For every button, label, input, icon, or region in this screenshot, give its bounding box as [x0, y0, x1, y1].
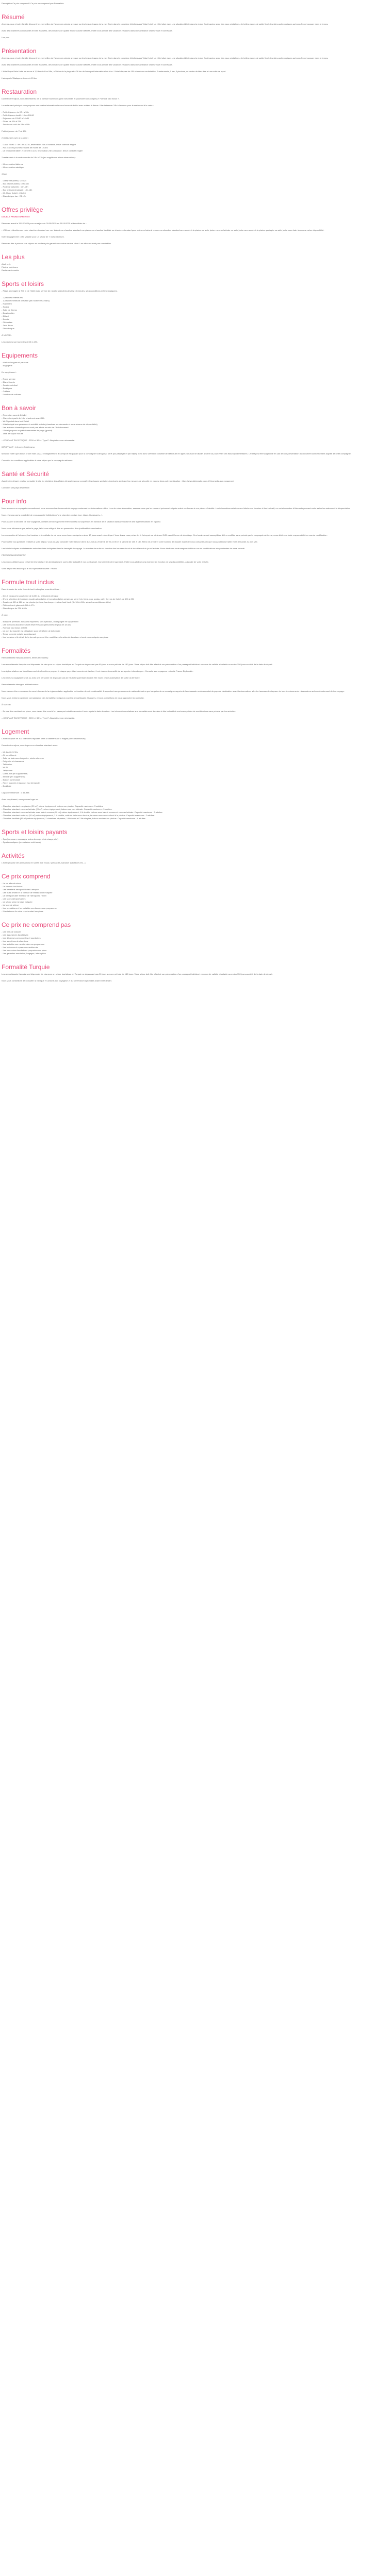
- list-item: - Sauna: [2, 306, 9, 308]
- list-item: - Service de nuit: de 23h à 00h: [2, 123, 30, 126]
- list-item: - Chambre standard vue piscine (20 m²) même équipement, balcon vue piscine. Capacité maximum : 3 adultes.: [2, 805, 104, 807]
- paragraph: 4 bars :: [2, 173, 9, 175]
- section: [2, 873, 386, 913]
- bullet-list: [2, 263, 386, 272]
- list-item: - Les boissons et repas non mentionnés: [2, 946, 38, 948]
- paragraph: 2 restaurants à la carte ouverts de 19h à 21h (en supplément et sur réservation) :: [2, 156, 76, 159]
- paragraph: À noter :: [2, 614, 10, 616]
- list-item: - chaises longues et parasols: [2, 361, 28, 364]
- section-title: Formule tout inclus: [2, 579, 54, 586]
- paragraph: Nous vous informons que, selon le pays, la loi vous oblige à être en possession d’un justificatif de vaccination.: [2, 527, 102, 530]
- list-item: - Les taxes aéroportuaires: [2, 897, 26, 900]
- list-item: - Location de voitures: [2, 393, 22, 396]
- paragraph: Votre séjour est assuré par le tour opérateur suivant : FRAM: [2, 567, 57, 570]
- list-item: - Les nuits d’hôtel et la formule de restauration indiquée: [2, 891, 53, 894]
- intro-tabs-line: Description Ce prix comprend / Ce prix ne comprend pas Formalités: [2, 2, 64, 5]
- section: [2, 253, 386, 272]
- list-item: - Les garanties annulation, bagages, interruption: [2, 952, 46, 955]
- bullet-list: [2, 296, 386, 330]
- list-item: - Les transferts aéroport / hôtel / aéroport: [2, 888, 39, 891]
- paragraph: Les ressortissants français sont dispensés de visa pour un séjour touristique en Turquie ne dépassant pas 90 jours sur une période de 180 jours. Votre séjour doit être effectué sur présentation d’un passeport individuel en cours de validité et valable au moins 150 jours au-delà de la date de départ.: [2, 663, 273, 666]
- section-title: Santé et Sécurité: [2, 470, 50, 478]
- list-item: - Air conditionné: [2, 754, 17, 756]
- list-item: - Chambre standard vue mer latérale avec bain à remous (20 m²) même équipement, 1 lit double, balcon avec bain à remous et vue mer latérale. Capacité maximum : 2 adultes.: [2, 811, 163, 814]
- section: [2, 579, 386, 639]
- list-item: - Le port du bracelet est obligatoire pour bénéficier de la formule: [2, 630, 60, 632]
- paragraph: Réservez dès à présent vos séjours au meilleur prix garanti avec notre service client. Les offres ne sont pas cumulables.: [2, 242, 112, 245]
- list-item: - Menu cuisine italienne: [2, 163, 24, 165]
- list-item: - Le transport aller et retour de l’aéroport à l’hôtel: [2, 894, 46, 897]
- list-item: - Bar restaurant (plage) : 10h-18h: [2, 189, 32, 191]
- list-item: - Salle de fitness: [2, 309, 17, 311]
- list-item: - Pas d’accès pour les enfants de moins de 12 ans: [2, 146, 48, 149]
- list-item: - Petit déjeuner: de 07h à 10h: [2, 111, 29, 113]
- paragraph: Pour assurer la sécurité de nos voyageurs, certains services peuvent être modifiés ou suspendus en fonction de la situation sanitaire locale et des réglementations en vigueur.: [2, 520, 161, 523]
- list-item: Adult only: [2, 263, 11, 265]
- paragraph: PRÉCISION DESCRIPTIF: [2, 554, 26, 556]
- list-item: - Salle de bain avec baignoire, sèche-cheveux: [2, 757, 44, 759]
- list-item: - L’Asia Bistrô 1 : de 19h à 21h, réservation 24h à l’avance, tenue correcte exigée: [2, 143, 76, 146]
- list-item: - Télévision: [2, 763, 12, 766]
- paragraph: Les piscines sont ouvertes de 8h à 19h.: [2, 341, 38, 343]
- list-item: - Fléchettes: [2, 321, 12, 324]
- paragraph: Nous devons être en mesure de vous informer de la réglementation applicable en fonction de votre nationalité. Il appartient aux personnes de nationalité autre que française de se renseigner auprès de l’ambassade ou du consulat du pays de destination avant la réservation, afin de s’assurer de disposer de tous les documents nécessaires au bon déroulement de leur voyage.: [2, 690, 345, 692]
- paragraph: - Plage aménagée à 700 m de l’hôtel avec service de navette gratuit (toutes les 15 minutes, selon conditions météorologiques).: [2, 290, 118, 292]
- list-item: - Hammam: [2, 302, 12, 305]
- paragraph: Avant votre départ, veuillez consulter le site du ministère des Affaires étrangères pour connaître les risques sanitaires éventuels ainsi que les mesures de sécurité en vigueur dans votre destination : https://www.diplomatie.gouv.fr/fr/conseils-aux-voyageurs/: [2, 480, 234, 482]
- section: [2, 88, 386, 198]
- list-item: - D’une sélection de boissons locales alcoolisées et non alcoolisées servies au verre (vin, bière, eau, sodas, café, thé, jus de fruits), de 10h à 23h: [2, 598, 135, 600]
- paragraph: – COURANT ÉLECTRIQUE : 220V et 50Hz. Type F. Adaptateur non nécessaire.: [2, 717, 75, 719]
- section: [2, 498, 386, 570]
- section: [2, 470, 386, 489]
- bullet-list: [2, 111, 386, 126]
- paragraph: Les ressortissants français sont dispensés de visa pour un séjour touristique en Turquie ne dépassant pas 90 jours sur une période de 180 jours. Votre séjour doit être effectué sur présentation d’un passeport individuel en cours de validité et valable au moins 150 jours au-delà de la date de départ.: [2, 973, 273, 975]
- list-item: - Les animaux domestiques ne sont pas admis au sein de l’établissement: [2, 426, 69, 429]
- list-item: - Le séjour selon la base indiquée: [2, 901, 32, 903]
- list-item: - Boutiques: [2, 387, 12, 389]
- list-item: - Chambre standard vue mer latérale (20 m²) même équipement, balcon vue mer latérale. Capacité maximum : 3 adultes.: [2, 808, 112, 810]
- list-item: - Bouilloire: [2, 785, 11, 787]
- section: [2, 47, 386, 80]
- paragraph: Les hôtels indiqués sont réservés selon les dates indiquées dans le descriptif du voyage. Le nombre de nuits est fonction des horaires de vol et inclut la nuit du jour d’arrivée. Nous déclinons toute responsabilité en cas de modifications indépendantes de notre volonté.: [2, 547, 246, 550]
- list-item: - Taxe de séjour incluse: [2, 432, 23, 435]
- section-title: Formalités: [2, 647, 31, 654]
- paragraph: Notre engagement : offre valable pour un séjour de 7 nuits minimum.: [2, 235, 64, 238]
- list-item: - Service médical: [2, 384, 18, 386]
- paragraph: Consulter les conditions applicables à votre séjour par la compagnie aérienne.: [2, 459, 73, 462]
- list-item: - Lit double / 2 lits: [2, 751, 18, 753]
- bullet-list: [2, 805, 386, 820]
- bullet-list: [2, 143, 386, 152]
- section-title: Restauration: [2, 88, 37, 95]
- list-item: - Boccia: [2, 318, 9, 320]
- list-item: - Blanchisserie: [2, 381, 15, 383]
- paragraph: Durant votre séjour, vous logerez en chambre standard avec :: [2, 744, 58, 747]
- list-item: - Réception ouverte 24h/24: [2, 414, 27, 416]
- list-item: - Les horaires et le détail de la formule peuvent être modifiés en fonction de la saison et sont communiqués sur place: [2, 636, 109, 638]
- list-item: - Les assurances facultatives: [2, 934, 28, 936]
- section: [2, 828, 386, 844]
- list-item: - Discothèque: [2, 327, 14, 330]
- list-item: - L’hôtel propose un prêt de serviettes de plage (gratuit).: [2, 429, 53, 432]
- paragraph: Réservez avant le 31/12/2024 pour un séjour du 01/05/2025 au 31/10/2025 et bénéficiez de :: [2, 222, 87, 225]
- bullet-list: [2, 179, 386, 198]
- list-item: - Balcon ou terrasse: [2, 778, 20, 781]
- section-title: Sports et loisirs: [2, 280, 44, 287]
- document: [0, 0, 391, 996]
- paragraph: Nous vous conseillons de consulter la rubrique « Conseils aux voyageurs » du site France Diplomatie avant votre départ.: [2, 979, 112, 982]
- list-item: - Wi-Fi gratuit dans tout l’hôtel: [2, 420, 29, 422]
- paragraph: Le restaurant principal vous propose une cuisine internationale sous forme de buffet avec soirées à thème. Il faut réserver 24h à l’avance pour le restaurant à la carte :: [2, 104, 154, 107]
- section-title: Résumé: [2, 13, 25, 21]
- bullet-list: [2, 361, 386, 367]
- list-item: - Le restaurant italien 2 : de 19h à 21h, réservation 24h à l’avance, tenue correcte exigée: [2, 149, 83, 152]
- section-title: Formalité Turquie: [2, 963, 50, 971]
- section: [2, 852, 386, 865]
- paragraph: Lire plus: [2, 36, 10, 39]
- section-title: Les plus: [2, 253, 25, 261]
- paragraph: Ressortissants étrangers et binationaux :: [2, 683, 39, 686]
- list-item: - Petit déjeuner tardif : 10h à 10h30: [2, 114, 34, 116]
- paragraph: Avec des chambres confortables et bien équipées, des services de qualité et une cuisine raffinée, l’hôtel vous assure des vacances réussies dans une ambiance chaleureuse et conviviale.: [2, 29, 173, 32]
- paragraph: – COURANT ÉLECTRIQUE : 220V et 50Hz. Type F. Adaptateur non nécessaire.: [2, 439, 75, 442]
- paragraph: Merci de noter que depuis le 1er mars 2022, l’enregistrement à l’aéroport est payant pour la compagnie SoleiLyarvo (50 € par passager et par trajet). Il est donc vivement conseillé de l’effectuer en ligne 24h avant le départ à votre vol pour éviter ces frais supplémentaires. Le tarif peut être augmenté en cas de non-présentation du document conformément auprès de cette compagnie.: [2, 452, 351, 455]
- section: [2, 728, 386, 820]
- paragraph: Nous vous invitons à prendre connaissance des formalités en vigueur pour les ressortissants étrangers, et vous conseillons de vous rapprocher du consulat.: [2, 697, 144, 699]
- paragraph: IMPORTANT : Info avec SoleiLyarvo: [2, 446, 35, 448]
- paragraph: - En cas d’un accident sur place, vous devez être muni d’un passeport valable au moins 6 mois après la date de retour. Les informations relatives aux formalités sont données à titre indicatif et sont susceptibles de modifications sans préavis par les autorités.: [2, 710, 236, 713]
- paragraph: À NOTER: [2, 703, 11, 706]
- section: [2, 404, 386, 462]
- list-item: - 1 piscine intérieure chauffée (de novembre à mars): [2, 299, 50, 302]
- list-item: - 2 piscines extérieures: [2, 296, 23, 299]
- list-item: - Chambre familiale (35 m²) même équipement, 2 chambres séparées, 1 lit double et 2 lits simples, balcon sur terre ou piscine. Capacité maximum : 4 adultes.: [2, 817, 146, 820]
- paragraph: Nous n’avons pas la possibilité de vous garantir l’attribution d’une chambre précise (vue, étage, lits séparés...).: [2, 514, 103, 516]
- section-title: Bon à savoir: [2, 404, 36, 412]
- list-item: - Des 3 repas pris sous forme de buffet au restaurant principal: [2, 595, 58, 597]
- list-item: Piscine extérieure: [2, 266, 18, 268]
- list-item: - Pool bar (piscine) : 10h-18h: [2, 185, 28, 188]
- bullet-list: [2, 751, 386, 788]
- list-item: - Chambre standard swim-up (20 m²) même équipement, 1 lit double, salle de bain avec douche, terrasse avec accès direct à la piscine. Capacité maximum : 2 adultes.: [2, 814, 155, 817]
- list-item: - Menu cuisine asiatique: [2, 166, 24, 168]
- paragraph: L’hôtel dispose de 300 chambres réparties dans 3 bâtiments de 6 étages (avec ascenseurs).: [2, 737, 86, 740]
- list-item: - Snacks de 12h à 16h au bar piscine (crêpes, hamburger...) et au food truck (de 10h à 18h, selon les conditions météo): [2, 601, 111, 603]
- list-item: - Peignoirs et chaussons: [2, 760, 24, 762]
- list-item: - Coffre-fort (en supplément): [2, 772, 28, 775]
- list-item: - Coiffeur: [2, 390, 10, 393]
- list-item: - Jeux d’eau: [2, 324, 13, 327]
- section-title: Pour info: [2, 498, 27, 505]
- paragraph: - -25% de réduction sur votre chambre standard vue mer latérale ou chambre standard vue piscine ou chambre familiale ou chambre standard pour moi avec bains à remous ou chambre standard avec accès à la piscine ou suite junior vue mer latérale ou suite junior avec accès à la piscine partagée ou suite junior avec bain à remous, selon disponibilité.: [2, 229, 324, 231]
- list-item: - Les boissons alcoolisées sont réservées aux personnes de plus de 18 ans: [2, 623, 71, 626]
- paragraph: La convocation à l’aéroport, les horaires et les détails du vol vous seront communiqués environ 10 jours avant votre départ. Vous devez vous présenter à l’aéroport au minimum 2h30 avant l’heure de décollage. Ces horaires sont susceptibles d’être modifiés sans préavis par la compagnie aérienne, nous déclinons toute responsabilité en cas de modification.: [2, 534, 328, 536]
- section: [2, 921, 386, 955]
- list-item: - La taxe de séjour: [2, 904, 19, 906]
- list-item: - Beach volley: [2, 312, 15, 314]
- bullet-list: [2, 414, 386, 435]
- paragraph: Amenez-vous et votre famille découvrir les merveilles de l’ancienne colonie grecque sur les beaux rivages de la mer Egée dans le complexe hôtelier Aqua Vista Hotel. Un hôtel situé dans une situation idéale dans la région Dodécanèse avec des eaux cristallines, de belles plages de sable fin et des sites archéologiques qui vous feront voyager dans le temps.: [2, 23, 329, 25]
- paragraph: En supplément :: [2, 371, 17, 374]
- bullet-list: [2, 620, 386, 639]
- list-item: - Fer et planche à repasser (sur demande): [2, 782, 41, 784]
- list-item: - Les prestations et les activités mentionnées au programme: [2, 907, 57, 909]
- paragraph: Durant votre séjour, vous bénéficierez de la formule tout inclus (prix hors taxes et pourboire non-compris) « Formule tout inclus ».: [2, 97, 120, 100]
- paragraph: Ressortissants français (adultes, bébés et enfants) :: [2, 656, 50, 659]
- section: [2, 963, 386, 982]
- paragraph: Avec des chambres confortables et bien équipées, des services de qualité et une cuisine raffinée, l’hôtel vous assure des vacances réussies dans une ambiance chaleureuse et conviviale.: [2, 63, 173, 66]
- paragraph: Consulter par pays destination: [2, 486, 30, 489]
- list-item: - Le vol aller et retour: [2, 882, 21, 885]
- paragraph: Avec supplément, vous pouvez loger en :: [2, 798, 40, 801]
- list-item: - Déjeuner: de 12h30 à 14h30: [2, 117, 29, 120]
- paragraph: L’hôtel Aqua Vista Hotel se trouve à 1,5 km de Kos Ville, à 300 m de la plage et à 26 km de l’aéroport international de Kos. L’hôtel dispose de 150 chambres confortables, 2 restaurants, 1 bar, 3 piscines, un centre de bien-être et une salle de sport.: [2, 70, 226, 73]
- list-item: - Bar piscine (hôtel) : 10h-18h: [2, 182, 29, 185]
- section-title: Offres privilège: [2, 206, 43, 213]
- list-item: - Les dépenses personnelles et pourboires: [2, 937, 41, 939]
- list-item: - Boissons premium, boissons importées, vins spéciaux, champagne en supplément: [2, 620, 78, 623]
- paragraph: Les photos utilisées pour présenter les hôtels et les destinations le sont à titre indicatif et non contractuel. Concernant votre logement, l’hôtel vous attribuera la chambre en fonction de ses disponibilités, à la date de votre arrivée.: [2, 561, 209, 563]
- list-item: - Wi-Fi: [2, 766, 8, 769]
- list-item: - Les frais de dossier: [2, 930, 21, 933]
- paragraph: 2 restaurants avec à la carte :: [2, 137, 29, 139]
- bullet-list: [2, 882, 386, 913]
- list-item: - Formule tout inclus 24h/24: [2, 626, 27, 629]
- list-item: - Room service: [2, 378, 15, 380]
- list-item: - L’assistance de notre représentant sur place: [2, 910, 43, 912]
- highlight-text: DOUBLE PROMO OFFERTE !: [2, 215, 30, 218]
- list-item: - Sports nautiques (prestataires extérieurs): [2, 841, 41, 843]
- bullet-list: [2, 163, 386, 169]
- list-item: - Check-in à partir de 14h, check-out avant 12h: [2, 417, 45, 419]
- section-title: Présentation: [2, 47, 37, 55]
- sections-container: [2, 13, 386, 982]
- bullet-list: [2, 378, 386, 396]
- list-item: - Les suppléments chambres: [2, 940, 28, 942]
- list-item: - Les activités non mentionnées au programme: [2, 943, 45, 945]
- list-item: - Les excursions facultatives proposées sur place: [2, 949, 47, 952]
- section-title: Sports et loisirs payants: [2, 828, 68, 836]
- list-item: - Spa (hammam, massages, soins du corps et du visage, etc.): [2, 838, 58, 840]
- list-item: - Téléphone: [2, 769, 13, 772]
- paragraph: À NOTER :: [2, 334, 12, 336]
- list-item: - Tenue correcte exigée au restaurant: [2, 633, 36, 635]
- paragraph: Amenez-vous et votre famille découvrir les merveilles de l’ancienne colonie grecque sur les beaux rivages de la mer Egée dans le complexe hôtelier Aqua Vista Hotel. Un hôtel situé dans une situation idéale dans la région Dodécanèse avec des eaux cristallines, de belles plages de sable fin et des sites archéologiques qui vous feront voyager dans le temps.: [2, 57, 329, 59]
- section-title: Activités: [2, 852, 25, 859]
- paragraph: L’hôtel propose des animations en soirée (live music, spectacles, karaoké, spectacles etc...): [2, 861, 86, 864]
- list-item: - Discothèque bar : 23h-2h: [2, 195, 26, 197]
- list-item: - Discothèque de 23h à 00h: [2, 607, 27, 609]
- section: [2, 206, 386, 245]
- paragraph: Nous sommes un voyagiste conventionné, vous recevrez les documents de voyage contenant les informations utiles. Lors de votre réservation, assurez-vous que les noms et prénoms indiqués soient conformes à vos pièces d’identité. Les informations relatives aux hôtels sont fournies à titre indicatif, un certain nombre d’éléments pouvant varier selon les saisons et la fréquentation.: [2, 507, 351, 510]
- section-title: Logement: [2, 728, 29, 735]
- list-item: - Minibar (en supplément): [2, 775, 25, 778]
- section-title: Equipements: [2, 352, 38, 359]
- paragraph: L’aéroport d’Atalaya se trouve à 15 km.: [2, 77, 38, 79]
- section-title: Ce prix comprend: [2, 873, 51, 880]
- paragraph: Petit déjeuner: de 7h à 10h: [2, 130, 27, 132]
- section: [2, 647, 386, 720]
- section: [2, 352, 386, 396]
- list-item: - Hôtel adapté aux personnes à mobilité réduite (chambres sur demande et sous réserve de disponibilité): [2, 423, 97, 426]
- list-item: - Mr. Rider (hôtel) : 24h/24: [2, 192, 26, 194]
- section: [2, 13, 386, 39]
- bullet-list: [2, 930, 386, 955]
- paragraph: Pour toutes vos questions relatives à votre séjour, vous pouvez contacter notre service client du lundi au vendredi de 9h à 19h et le samedi de 10h à 18h. Merci de préparer votre numéro de dossier avant de nous contacter afin que nous puissions traiter votre demande au plus vite.: [2, 540, 258, 543]
- list-item: Restaurants variés: [2, 269, 19, 272]
- bullet-list: [2, 595, 386, 610]
- bullet-list: [2, 838, 386, 844]
- list-item: - Lobby bar (hôtel) : 24h/24: [2, 179, 27, 182]
- paragraph: Capacité maximum : 3 adultes: [2, 791, 29, 794]
- list-item: - La formule tout inclus: [2, 885, 23, 888]
- section-title: Ce prix ne comprend pas: [2, 921, 71, 928]
- section: [2, 280, 386, 344]
- list-item: - Dîner: de 19h à 21h: [2, 120, 21, 123]
- list-item: - Pâtisseries et glaces de 16h à 17h: [2, 604, 35, 606]
- paragraph: Les règles relatives au franchissement des frontières propres à chaque pays étant amenées à évoluer, il est vivement conseillé de se reporter à la rubrique « Conseils aux voyageurs » du site France Diplomatie.: [2, 670, 193, 672]
- paragraph: Dans le cadre de votre formule tout inclus plus, vous bénéficiez :: [2, 588, 61, 590]
- list-item: - Bagagerie: [2, 364, 12, 367]
- paragraph: Les mineurs voyageant seuls ou avec une personne ne disposant pas de l’autorité parentale doivent être munis d’une autorisation de sortie du territoire.: [2, 676, 140, 679]
- list-item: - Billard: [2, 315, 9, 317]
